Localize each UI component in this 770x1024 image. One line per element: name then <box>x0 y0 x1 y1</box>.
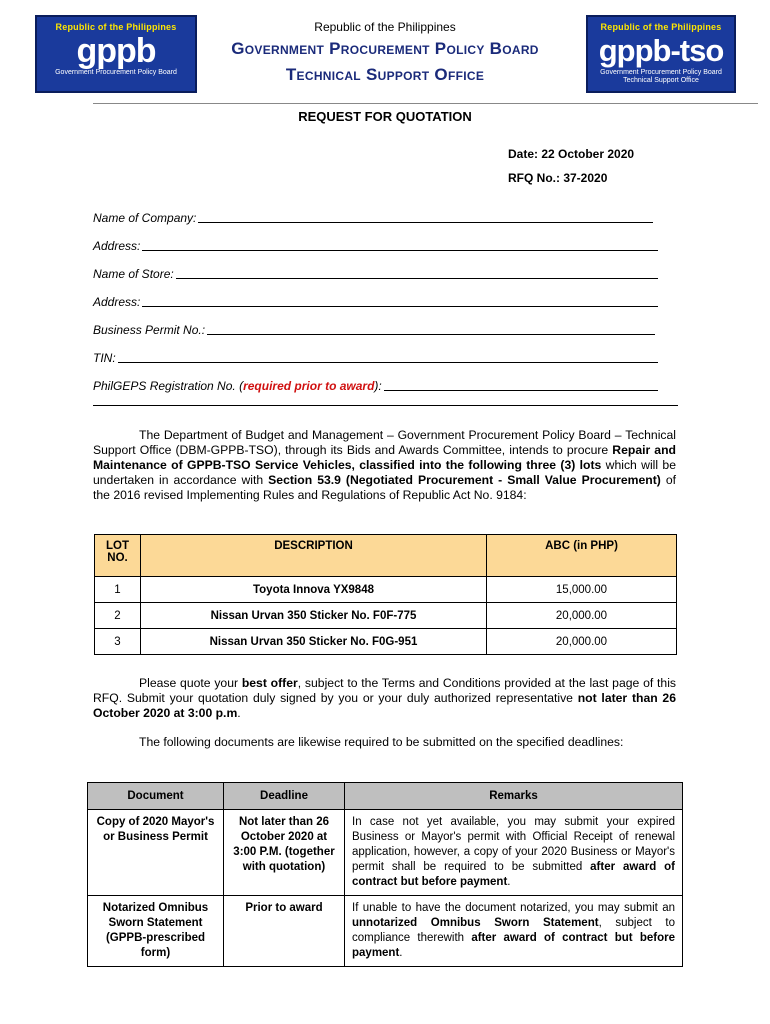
gppb-tso-logo <box>586 15 736 93</box>
col-header-description: DESCRIPTION <box>141 535 487 577</box>
document-name: Copy of 2020 Mayor's or Business Permit <box>88 810 224 896</box>
lot-abc: 20,000.00 <box>487 603 677 629</box>
field-label: TIN: <box>93 351 116 365</box>
rfq-number: RFQ No.: 37-2020 <box>508 171 608 185</box>
lot-number: 1 <box>95 577 141 603</box>
address-field <box>93 239 658 253</box>
philgeps-field <box>93 379 658 393</box>
field-label: Name of Company: <box>93 211 197 225</box>
field-label: Address: <box>93 239 141 253</box>
fill-line <box>384 379 658 391</box>
document-name: Notarized Omnibus Sworn Statement (GPPB-prescribed form) <box>88 896 224 967</box>
lot-description: Toyota Innova YX9848 <box>141 577 487 603</box>
letterhead-title: Government Procurement Policy Board <box>231 39 539 58</box>
logo-bottom-text: Government Procurement Policy Board Technical Support Office <box>600 69 722 84</box>
gppb-logo <box>35 15 197 93</box>
logo-top-text: Republic of the Philippines <box>600 22 722 32</box>
logo-bottom-text: Government Procurement Policy Board <box>55 69 177 76</box>
documents-intro: The following documents are likewise required to be submitted on the specified deadlines: <box>139 735 624 749</box>
rfq-date: Date: 22 October 2020 <box>508 147 635 161</box>
fill-line <box>118 351 658 363</box>
document-deadline: Not later than 26 October 2020 at 3:00 P.M. (together with quotation) <box>224 810 345 896</box>
col-header-remarks: Remarks <box>345 783 683 810</box>
field-label: Business Permit No.: <box>93 323 206 337</box>
field-label: PhilGEPS Registration No. (required prior to award): <box>93 379 382 393</box>
col-header-abc: ABC (in PHP) <box>487 535 677 577</box>
lots-table <box>94 534 677 655</box>
logo-mark: gppb-tso <box>598 33 724 68</box>
table-row <box>95 603 677 629</box>
lot-number: 3 <box>95 629 141 655</box>
letterhead <box>200 20 570 85</box>
document-remarks: If unable to have the document notarized, you may submit an unnotarized Omnibus Sworn Statement, subject to compliance therewith after award of contract but before payment. <box>345 896 683 967</box>
fill-line <box>142 239 658 251</box>
logo-top-text: Republic of the Philippines <box>55 22 177 32</box>
offer-paragraph: Please quote your best offer, subject to the Terms and Conditions provided at the last page of this RFQ. Submit your quotation duly signed by you or your duly authorized representative not later than 26 October 2020 at 3:00 p.m. <box>93 676 676 720</box>
logo-mark: gppb <box>76 32 156 70</box>
field-label: Name of Store: <box>93 267 174 281</box>
document-remarks: In case not yet available, you may submit your expired Business or Mayor's permit with Official Receipt of renewal application, however, a copy of your 2020 Business or Mayor's permit shall be required to be submitted after award of contract but before payment. <box>345 810 683 896</box>
lot-description: Nissan Urvan 350 Sticker No. F0G-951 <box>141 629 487 655</box>
col-header-lot: LOT NO. <box>95 535 141 577</box>
company-name-field <box>93 211 653 225</box>
table-row <box>88 810 683 896</box>
business-permit-field <box>93 323 655 337</box>
lot-abc: 15,000.00 <box>487 577 677 603</box>
field-label: Address: <box>93 295 141 309</box>
store-address-field <box>93 295 658 309</box>
tin-field <box>93 351 658 365</box>
table-row <box>95 577 677 603</box>
fill-line <box>207 323 655 335</box>
letterhead-title-2: Technical Support Office <box>285 65 485 84</box>
fill-line <box>176 267 658 279</box>
document-deadline: Prior to award <box>224 896 345 967</box>
col-header-document: Document <box>88 783 224 810</box>
lot-number: 2 <box>95 603 141 629</box>
section-divider <box>93 405 678 406</box>
document-title: REQUEST FOR QUOTATION <box>298 109 472 124</box>
header-divider <box>93 103 758 104</box>
col-header-deadline: Deadline <box>224 783 345 810</box>
store-name-field <box>93 267 658 281</box>
letterhead-subtitle: Republic of the Philippines <box>314 20 456 34</box>
documents-table <box>87 782 683 967</box>
fill-line <box>142 295 658 307</box>
table-row <box>88 896 683 967</box>
table-row <box>95 629 677 655</box>
fill-line <box>198 211 653 223</box>
lot-abc: 20,000.00 <box>487 629 677 655</box>
intro-paragraph: The Department of Budget and Management – Government Procurement Policy Board – Technical Support Office (DBM-GPPB-TSO), through its Bids and Awards Committee, intends to procure Repair and Maintenance of GPPB-TSO Service Vehicles, classified into the following three (3) lots which will be undertaken in accordance with Section 53.9 (Negotiated Procurement - Small Value Procurement) of the 2016 revised Implementing Rules and Regulations of Republic Act No. 9184: <box>93 428 676 502</box>
required-note: required prior to award <box>243 379 375 393</box>
lot-description: Nissan Urvan 350 Sticker No. F0F-775 <box>141 603 487 629</box>
